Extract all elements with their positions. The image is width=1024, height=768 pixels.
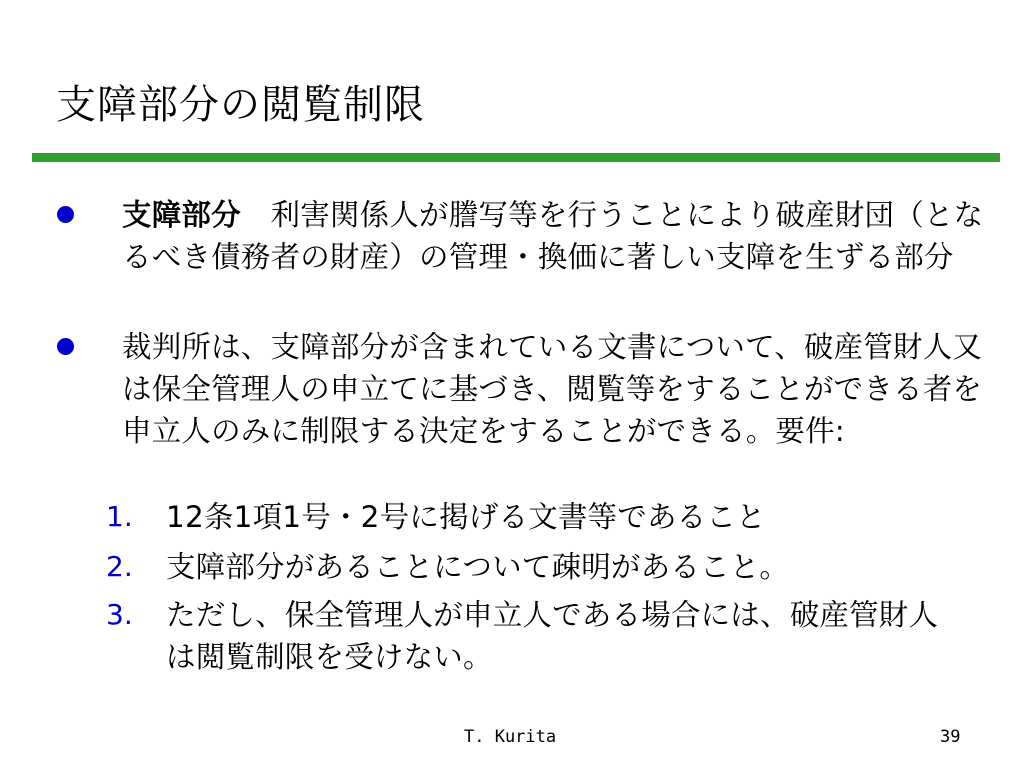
- bullet-body: 利害関係人が謄写等を行うことにより破産財団（となるべき債務者の財産）の管理・換価に著しい支障を生ずる部分: [122, 198, 984, 274]
- requirement-text: 12条1項1号・2号に掲げる文書等であること: [166, 500, 766, 534]
- title-divider: [32, 153, 1000, 162]
- bullet-term: 支障部分: [122, 198, 241, 232]
- bullet-body: 裁判所は、支障部分が含まれている文書について、破産管財人又は保全管理人の申立てに基づき、閲覧等をすることができる者を申立人のみに制限する決定をすることができる。要件:: [122, 330, 983, 448]
- requirement-number: 3.: [106, 598, 133, 631]
- bullet-dot-icon: [57, 338, 74, 355]
- bullet-text: [122, 326, 992, 452]
- bullet-text: [122, 194, 992, 278]
- requirement-text: ただし、保全管理人が申立人である場合には、破産管財人は閲覧制限を受けない。: [166, 598, 939, 674]
- requirement-number: 1.: [106, 500, 133, 533]
- slide-title: 支障部分の閲覧制限: [56, 82, 425, 128]
- requirement-number: 2.: [106, 550, 133, 583]
- footer-author: T. Kurita: [464, 727, 557, 747]
- footer-page-number: 39: [940, 727, 961, 747]
- bullet-dot-icon: [57, 206, 74, 223]
- requirement-text: 支障部分があることについて疎明があること。: [166, 550, 790, 584]
